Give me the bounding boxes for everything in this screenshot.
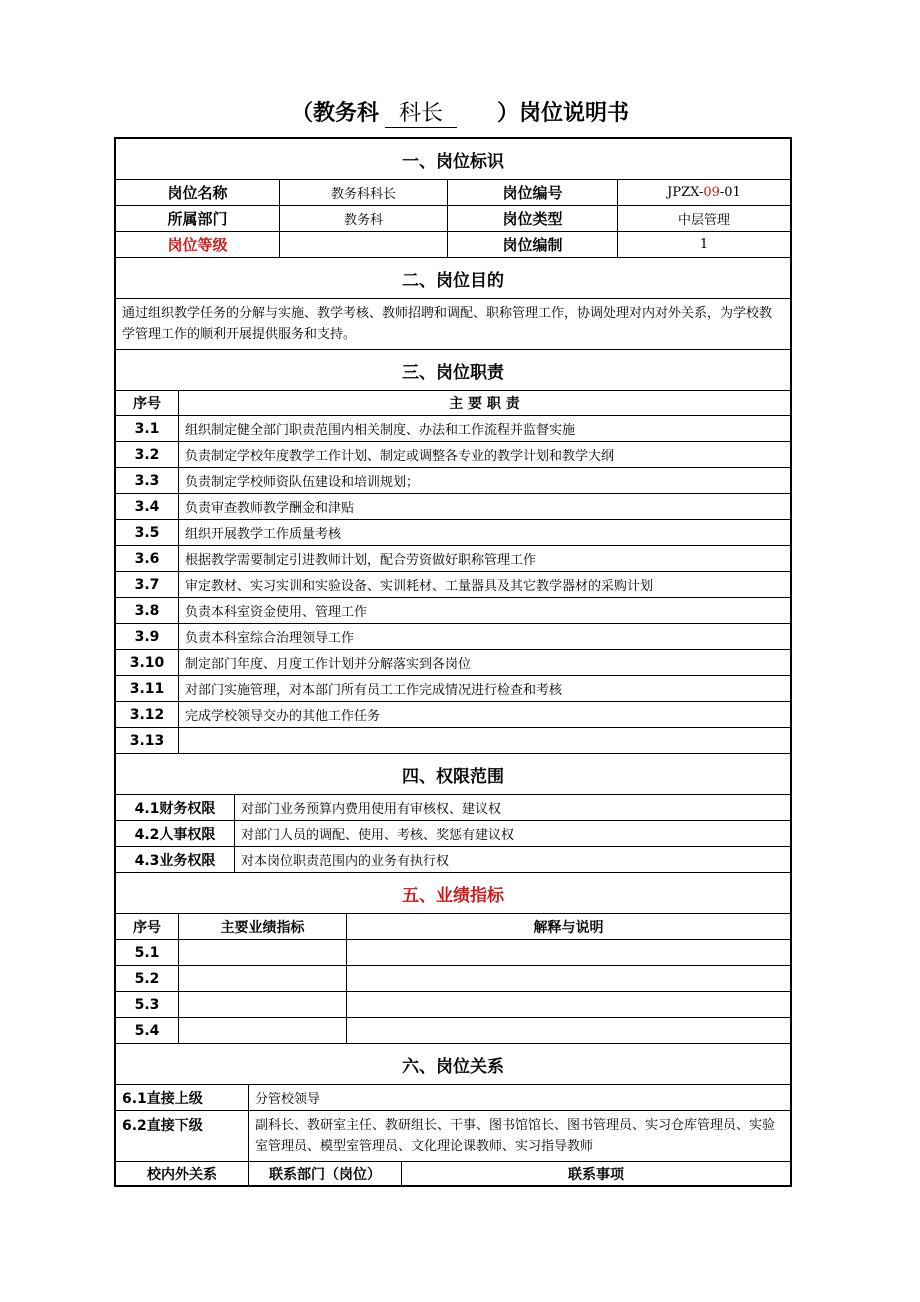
kpi-indicator-cell — [179, 940, 347, 966]
job-description-form — [114, 137, 792, 1187]
kpi-no: 5.1 — [116, 940, 179, 966]
label-post-type: 岗位类型 — [448, 206, 618, 232]
kpi-indicator-cell — [179, 966, 347, 992]
duty-text: 完成学校领导交办的其他工作任务 — [179, 702, 791, 728]
authority-label: 4.1财务权限 — [116, 795, 235, 821]
duty-no: 3.4 — [116, 494, 179, 520]
duty-text: 制定部门年度、月度工作计划并分解落实到各岗位 — [179, 650, 791, 676]
label-post-name: 岗位名称 — [116, 180, 280, 206]
duty-col-no: 序号 — [116, 391, 179, 416]
kpi-col-indicator: 主要业绩指标 — [179, 914, 347, 940]
kpi-description-cell — [347, 966, 791, 992]
authority-label: 4.2人事权限 — [116, 821, 235, 847]
superior-label: 6.1直接上级 — [116, 1085, 249, 1111]
duty-text: 对部门实施管理，对本部门所有员工工作完成情况进行检查和考核 — [179, 676, 791, 702]
kpi-no: 5.4 — [116, 1018, 179, 1044]
duty-no: 3.3 — [116, 468, 179, 494]
relation-col-dept: 联系部门（岗位） — [249, 1162, 402, 1186]
duty-col-header: 主 要 职 责 — [179, 391, 791, 416]
duty-text: 负责本科室资金使用、管理工作 — [179, 598, 791, 624]
duty-no: 3.8 — [116, 598, 179, 624]
authority-text: 对部门人员的调配、使用、考核、奖惩有建议权 — [235, 821, 791, 847]
kpi-no: 5.3 — [116, 992, 179, 1018]
value-post-code: JPZX-09-01 — [618, 180, 791, 206]
duty-text: 审定教材、实习实训和实验设备、实训耗材、工量器具及其它教学器材的采购计划 — [179, 572, 791, 598]
kpi-description-cell — [347, 1018, 791, 1044]
duty-text: 组织制定健全部门职责范围内相关制度、办法和工作流程并监督实施 — [179, 416, 791, 442]
section-4-table — [115, 754, 791, 873]
value-post-type: 中层管理 — [618, 206, 791, 232]
duty-no: 3.7 — [116, 572, 179, 598]
section-4-heading: 四、权限范围 — [116, 754, 791, 795]
document-title — [0, 96, 920, 128]
section-2-heading: 二、岗位目的 — [116, 258, 791, 299]
kpi-description-cell — [347, 940, 791, 966]
value-post-name: 教务科科长 — [280, 180, 448, 206]
authority-text: 对本岗位职责范围内的业务有执行权 — [235, 847, 791, 873]
duty-no: 3.11 — [116, 676, 179, 702]
section-1-table — [115, 138, 791, 258]
duty-text: 负责本科室综合治理领导工作 — [179, 624, 791, 650]
kpi-indicator-cell — [179, 992, 347, 1018]
duty-no: 3.2 — [116, 442, 179, 468]
section-5-heading: 五、业绩指标 — [116, 873, 791, 914]
subordinate-label: 6.2直接下级 — [116, 1111, 249, 1162]
value-headcount: 1 — [618, 232, 791, 258]
duty-text: 负责制定学校师资队伍建设和培训规划； — [179, 468, 791, 494]
duty-no: 3.5 — [116, 520, 179, 546]
post-purpose-text: 通过组织教学任务的分解与实施、教学考核、教师招聘和调配、职称管理工作，协调处理对内对外关系，为学校教学管理工作的顺利开展提供服务和支持。 — [116, 299, 791, 350]
duty-no: 3.13 — [116, 728, 179, 754]
duty-no: 3.9 — [116, 624, 179, 650]
section-5-table — [115, 873, 791, 1044]
label-post-level: 岗位等级 — [116, 232, 280, 258]
section-3-table — [115, 350, 791, 754]
value-post-level — [280, 232, 448, 258]
kpi-indicator-cell — [179, 1018, 347, 1044]
relation-col-matter: 联系事项 — [402, 1162, 791, 1186]
section-2-table — [115, 258, 791, 350]
section-6-table — [115, 1044, 791, 1186]
duty-text — [179, 728, 791, 754]
label-department: 所属部门 — [116, 206, 280, 232]
duty-no: 3.6 — [116, 546, 179, 572]
title-prefix: （教务科 — [290, 101, 379, 126]
duty-no: 3.1 — [116, 416, 179, 442]
title-suffix: ）岗位说明书 — [497, 101, 630, 126]
superior-value: 分管校领导 — [249, 1085, 791, 1111]
authority-label: 4.3业务权限 — [116, 847, 235, 873]
title-blank: 科长 — [385, 96, 457, 128]
subordinate-value: 副科长、教研室主任、教研组长、干事、图书馆馆长、图书管理员、实习仓库管理员、实验室管理员、模型室管理员、文化理论课教师、实习指导教师 — [249, 1111, 791, 1162]
kpi-no: 5.2 — [116, 966, 179, 992]
value-department: 教务科 — [280, 206, 448, 232]
duty-no: 3.12 — [116, 702, 179, 728]
kpi-col-no: 序号 — [116, 914, 179, 940]
duty-no: 3.10 — [116, 650, 179, 676]
duty-text: 根据教学需要制定引进教师计划，配合劳资做好职称管理工作 — [179, 546, 791, 572]
duty-text: 组织开展教学工作质量考核 — [179, 520, 791, 546]
authority-text: 对部门业务预算内费用使用有审核权、建议权 — [235, 795, 791, 821]
relation-col-scope: 校内外关系 — [116, 1162, 249, 1186]
duty-text: 负责制定学校年度教学工作计划、制定或调整各专业的教学计划和教学大纲 — [179, 442, 791, 468]
kpi-description-cell — [347, 992, 791, 1018]
duty-text: 负责审查教师教学酬金和津贴 — [179, 494, 791, 520]
kpi-col-description: 解释与说明 — [347, 914, 791, 940]
section-1-heading: 一、岗位标识 — [116, 139, 791, 180]
section-3-heading: 三、岗位职责 — [116, 350, 791, 391]
section-6-heading: 六、岗位关系 — [116, 1044, 791, 1085]
label-headcount: 岗位编制 — [448, 232, 618, 258]
label-post-code: 岗位编号 — [448, 180, 618, 206]
